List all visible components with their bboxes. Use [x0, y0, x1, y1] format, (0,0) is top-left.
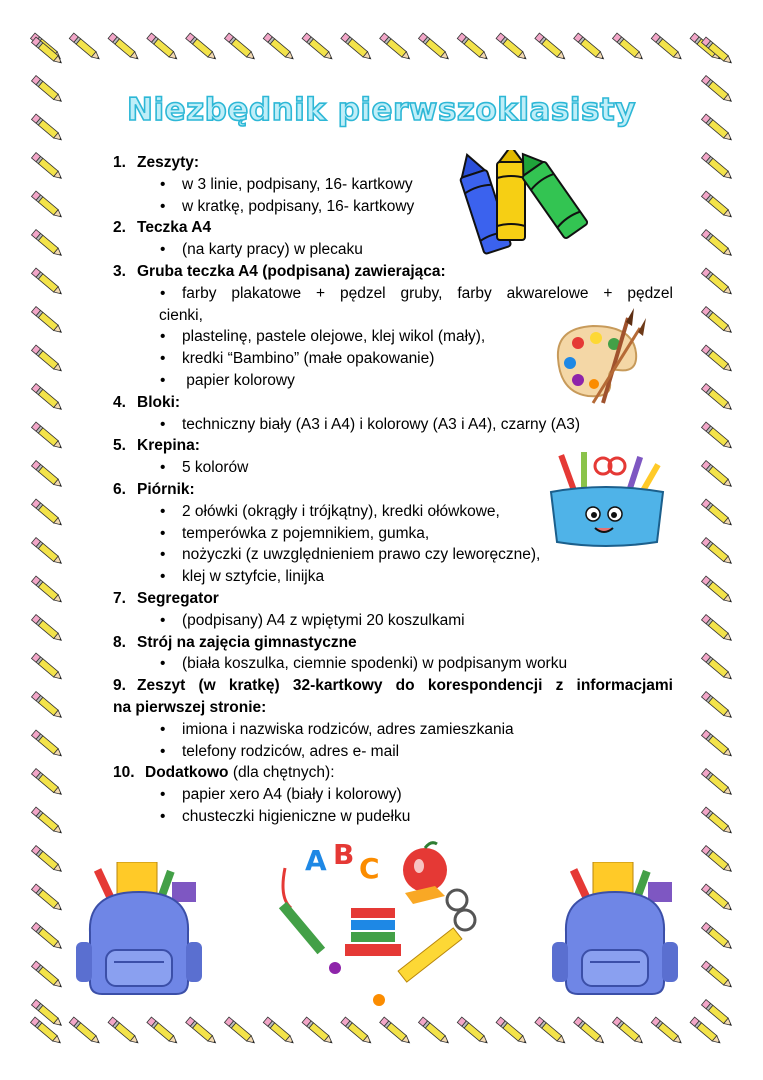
bullet-list — [113, 414, 673, 436]
list-bullet: • 2 ołówki (okrągły i trójkątny), kredki ołówkowe, — [113, 501, 673, 523]
apple-icon — [403, 848, 447, 892]
pencil-icon — [147, 1017, 179, 1046]
pencil-icon — [224, 1017, 256, 1046]
pencil-icon — [31, 345, 63, 374]
pencil-icon — [457, 1017, 489, 1046]
item-heading: Krepina: — [137, 437, 200, 455]
pencil-icon — [31, 807, 63, 836]
pencil-icon — [31, 846, 63, 875]
list-bullet: • (biała koszulka, ciemnie spodenki) w podpisanym worku — [113, 653, 673, 675]
pencil-icon — [341, 1017, 373, 1046]
pencil-icon — [31, 961, 63, 990]
pencil-icon — [31, 1000, 63, 1029]
pencil-icon — [263, 33, 295, 62]
pencil-icon — [380, 1017, 412, 1046]
pencil-icon — [30, 1017, 62, 1046]
pencil-icon — [701, 345, 733, 374]
list-item-1: 1. Zeszyty: — [113, 152, 673, 174]
item-heading: Dodatkowo — [145, 764, 229, 782]
pencil-icon — [31, 461, 63, 490]
alphabet-letter-c: C — [359, 852, 380, 885]
list-bullet: • w kratkę, podpisany, 16- kartkowy — [113, 196, 673, 218]
paint-palette-illustration — [548, 308, 648, 408]
list-bullet: • nożyczki (z uwzględnieniem prawo czy leworęczne), — [113, 544, 673, 566]
pencil-icon — [701, 1000, 733, 1029]
list-bullet-continuation: cienki, — [159, 306, 203, 324]
list-bullet: • plastelinę, pastele olejowe, klej wikol (mały), — [113, 326, 673, 348]
pencil-icon — [186, 1017, 218, 1046]
list-item-8: 8. Strój na zajęcia gimnastyczne — [113, 632, 673, 654]
pencil-icon — [69, 1017, 101, 1046]
pencil-icon — [535, 1017, 567, 1046]
item-heading-note: (dla chętnych): — [228, 764, 335, 782]
pencil-icon — [31, 692, 63, 721]
alphabet-letter-a: A — [305, 844, 327, 877]
pencil-icon — [31, 153, 63, 182]
pencil-icon — [31, 769, 63, 798]
pencil-icon — [418, 1017, 450, 1046]
bullet-list — [113, 610, 673, 632]
item-heading: Strój na zajęcia gimnastyczne — [137, 633, 357, 651]
bullet-list — [113, 719, 673, 763]
pencil-icon — [574, 1017, 606, 1046]
list-item-2: 2. Teczka A4 — [113, 217, 673, 239]
item-heading-continuation: na pierwszej stronie: — [113, 698, 267, 716]
pencil-icon — [457, 33, 489, 62]
alphabet-letter-b: B — [333, 838, 355, 871]
pencil-icon — [701, 230, 733, 259]
item-heading: Bloki: — [137, 393, 181, 411]
pencil-icon — [612, 33, 644, 62]
pencil-icon — [147, 33, 179, 62]
pencil-icon — [701, 422, 733, 451]
pencil-icon — [701, 538, 733, 567]
list-bullet: • papier kolorowy — [113, 370, 673, 392]
pencil-icon — [31, 615, 63, 644]
list-bullet: • 5 kolorów — [113, 457, 673, 479]
pencil-icon — [31, 384, 63, 413]
pencil-icon — [31, 653, 63, 682]
list-bullet: • temperówka z pojemnikiem, gumka, — [113, 523, 673, 545]
pencil-icon — [31, 576, 63, 605]
item-heading: Teczka A4 — [137, 219, 212, 237]
pencil-icon — [690, 33, 722, 62]
pencil-icon — [701, 615, 733, 644]
pencil-icon — [701, 769, 733, 798]
list-item-3: 3. Gruba teczka A4 (podpisana) zawierająca: — [113, 261, 673, 283]
pencil-icon — [701, 153, 733, 182]
pencil-icon — [302, 33, 334, 62]
list-bullet: • papier xero A4 (biały i kolorowy) — [113, 784, 673, 806]
pencil-icon — [701, 846, 733, 875]
pencil-icon — [651, 1017, 683, 1046]
list-item-6: 6. Piórnik: — [113, 479, 673, 501]
list-bullet: • (podpisany) A4 z wpiętymi 20 koszulkami — [113, 610, 673, 632]
pencil-icon — [31, 191, 63, 220]
list-item-9: 9. Zeszyt (w kratkę) 32-kartkowy do korespondencji z informacjami — [113, 675, 673, 697]
pencil-icon — [701, 268, 733, 297]
pencil-icon — [224, 33, 256, 62]
list-item-10: 10. Dodatkowo (dla chętnych): — [113, 764, 335, 782]
pencil-case-illustration — [545, 452, 675, 552]
pencil-icon — [186, 33, 218, 62]
bullet-list — [113, 653, 673, 675]
pencil-icon — [701, 576, 733, 605]
pencil-icon — [31, 884, 63, 913]
list-bullet: • imiona i nazwiska rodziców, adres zamieszkania — [113, 719, 673, 741]
pencil-icon — [701, 807, 733, 836]
backpack-illustration-left — [72, 862, 207, 1002]
list-bullet: • chusteczki higieniczne w pudełku — [113, 806, 673, 828]
pencil-icon — [31, 422, 63, 451]
item-heading: Piórnik: — [137, 480, 195, 498]
school-supplies-heart-illustration — [275, 838, 490, 1013]
pencil-icon — [701, 884, 733, 913]
pencil-icon — [263, 1017, 295, 1046]
pencil-icon — [701, 923, 733, 952]
pencil-icon — [108, 1017, 140, 1046]
pencil-icon — [701, 730, 733, 759]
page-title: Niezbędnik pierwszoklasisty — [127, 92, 636, 128]
pencil-icon — [701, 961, 733, 990]
pencil-icon — [701, 384, 733, 413]
pencil-icon — [31, 268, 63, 297]
list-bullet: • klej w sztyfcie, linijka — [113, 566, 673, 588]
pencil-icon — [31, 230, 63, 259]
list-item-7: 7. Segregator — [113, 588, 673, 610]
list-item-5: 5. Krepina: — [113, 435, 673, 457]
list-item-4: 4. Bloki: — [113, 392, 673, 414]
pencil-icon — [30, 33, 62, 62]
pencil-icon — [701, 692, 733, 721]
pencil-icon — [701, 307, 733, 336]
pencil-icon — [701, 653, 733, 682]
pencil-icon — [535, 33, 567, 62]
pencil-icon — [31, 307, 63, 336]
list-bullet: • w 3 linie, podpisany, 16- kartkowy — [113, 174, 673, 196]
pencil-icon — [651, 33, 683, 62]
pencil-icon — [31, 499, 63, 528]
pencil-icon — [701, 461, 733, 490]
pencil-icon — [574, 33, 606, 62]
pencil-icon — [496, 33, 528, 62]
list-bullet: • kredki “Bambino” (małe opakowanie) — [113, 348, 673, 370]
list-bullet: • (na karty pracy) w plecaku — [113, 239, 673, 261]
bullet-list — [113, 784, 673, 828]
list-bullet: • telefony rodziców, adres e- mail — [113, 741, 673, 763]
pencil-icon — [496, 1017, 528, 1046]
pencil-icon — [69, 33, 101, 62]
pencil-icon — [108, 33, 140, 62]
pencil-icon — [302, 1017, 334, 1046]
pencil-icon — [701, 499, 733, 528]
pencil-icon — [701, 37, 733, 66]
pencil-icon — [418, 33, 450, 62]
paperclip-icon — [283, 868, 291, 908]
list-bullet: • techniczny biały (A3 i A4) i kolorowy (A3 i A4), czarny (A3) — [113, 414, 673, 436]
item-heading: Zeszyt (w kratkę) 32-kartkowy do korespondencji z informacjami — [137, 677, 673, 695]
pencil-icon — [31, 923, 63, 952]
pencil-icon — [690, 1017, 722, 1046]
pencil-icon — [31, 730, 63, 759]
item-heading: Segregator — [137, 589, 219, 607]
pencil-icon — [380, 33, 412, 62]
pencil-icon — [612, 1017, 644, 1046]
item-heading: Zeszyty: — [137, 154, 200, 171]
ruler-icon — [398, 928, 462, 982]
pencil-icon — [701, 191, 733, 220]
pencil-icon — [31, 538, 63, 567]
item-heading: Gruba teczka A4 (podpisana) zawierająca: — [137, 262, 446, 280]
pencil-icon — [31, 37, 63, 66]
crayons-illustration — [455, 150, 590, 260]
backpack-illustration-right — [548, 862, 683, 1002]
list-bullet: • farby plakatowe + pędzel gruby, farby akwarelowe + pędzel — [113, 283, 673, 305]
pencil-icon — [341, 33, 373, 62]
